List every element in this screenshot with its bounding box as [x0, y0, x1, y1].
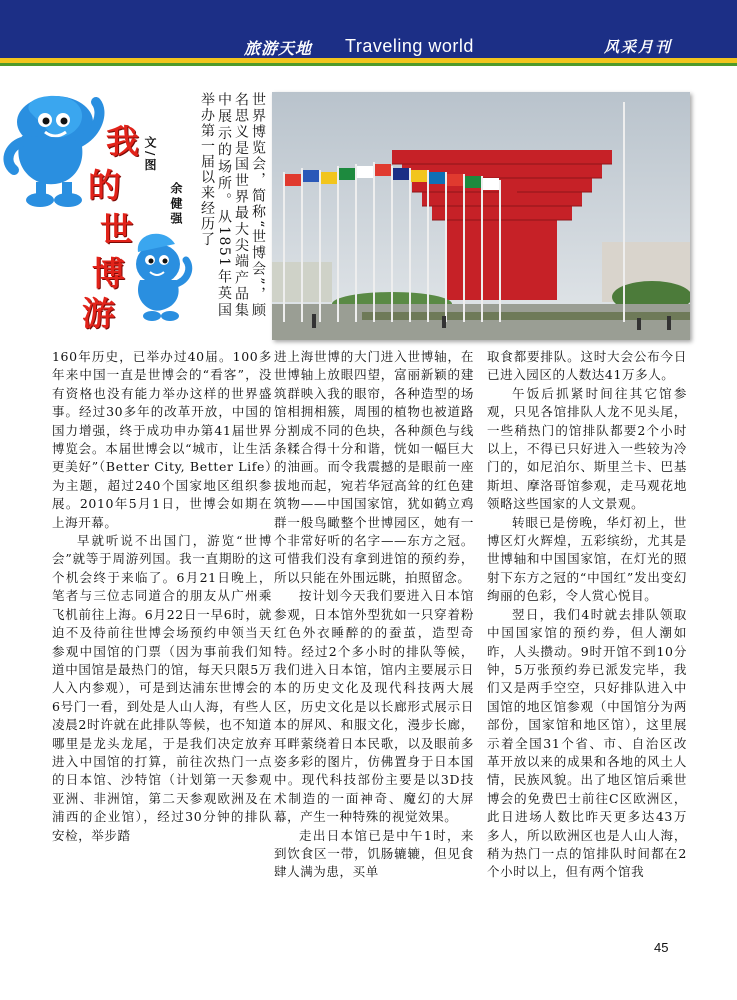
- title-char-3: 世: [100, 210, 133, 249]
- header-stripe-green: [0, 63, 737, 66]
- title-char-2: 的: [88, 166, 121, 205]
- title-char-5: 游: [82, 294, 115, 333]
- paragraph: 转眼已是傍晚，华灯初上，世博区灯火辉煌，五彩缤纷，尤其是世博轴和中国国家馆，在灯光的照射下东方之冠的“中国红”发出变幻绚丽的色彩，令人赏心悦目。: [487, 514, 687, 604]
- section-title-en: Traveling world: [345, 36, 474, 56]
- article-column-2: [274, 348, 474, 882]
- author-name: 余健强: [169, 182, 183, 227]
- paragraph: 取食都要排队。这时大会公布今日已进入园区的人数达41万多人。: [487, 349, 687, 383]
- title-char-4: 博: [92, 254, 125, 293]
- byline-label: 文/图: [143, 136, 157, 174]
- intro-text: 世界博览会，简称“世博会”，顾名思义是国世界最大尖端产品集中展示的场所。从1851年英国举办第一届以来经历了: [199, 92, 266, 318]
- article-column-1: [52, 348, 272, 845]
- paragraph: 160年历史，已举办过40届。100多年来中国一直是世博会的“看客”，没有资格也没有能力举办这样的世界盛事。经过30多年的改革开放，中国的国力增强，终于成功申办第41届世界博览会。本届世博会以“城市，让生活更美好”（Better City, Better Life）为主题，超过240个国家地区组织参展。2010年5月1日，世博会如期在上海开幕。: [52, 349, 272, 530]
- china-pavilion-photo: [272, 92, 690, 340]
- china-pavilion-illustration: [272, 92, 690, 340]
- title-char-1: 我: [106, 122, 139, 161]
- magazine-name: 风采月刊: [604, 38, 673, 56]
- section-title-cn: 旅游天地: [244, 39, 313, 58]
- paragraph: 早就听说不出国门，游览“世博会”就等于周游列国。我一直期盼的这个机会终于来临了。6月21日晚上，笔者与三位志同道合的朋友从广州乘飞机前往上海。6月22日一早6时，就迫不及待前往世博会场预约申领当天参观中国馆的门票（因为事前我们知道中国馆是最热门的馆，每天只限5万人入内参观），可是到达浦东世博会的6号门一看，到处是人山人海，有些人凌晨2时许就在此排队等候，也不知道哪里是龙头龙尾，于是我们决定放弃进入中国馆的打算，前往次热门一点的日本馆、沙特馆（计划第一天参观亚洲、非洲馆，第二天参观欧洲及在浦西的企业馆），经过30分钟的排队安检，举步踏: [52, 533, 272, 843]
- article-column-3: [487, 348, 687, 882]
- title-art: [0, 92, 195, 333]
- paragraph: 进上海世博的大门进入世博轴，在世博轴上放眼四望，富丽新颖的建筑群映入我的眼帘，各种造型的场馆相拥相簇，周围的植物也被道路分割成不同的色块，各种颜色与线条糅合得十分和谐，恍如一幅巨大的油画。而令我震撼的是眼前一座拔地而起，宛若华冠高耸的红色建筑物——中国国家馆，犹如鹤立鸡群一般鸟瞰整个世博园区，她有一个非常好听的名字——东方之冠。可惜我们没有拿到进馆的预约券，所以只能在外围远眺，拍照留念。: [274, 349, 474, 585]
- page-number: 45: [654, 940, 669, 955]
- paragraph: 走出日本馆已是中午1时，来到饮食区一带，饥肠辘辘，但见食肆人满为患，买单: [274, 827, 474, 880]
- paragraph: 翌日，我们4时就去排队领取中国国家馆的预约券，但人潮如昨，人头攒动。9时开馆不到10分钟，5万张预约券已派发完毕，我们又是两手空空，只好排队进入中国馆的地区馆参观（中国馆分为两部份，国家馆和地区馆），这里展示着全国31个省、市、自治区改革开放以来的成果和各地的风土人情，民族风貌。出了地区馆后乘世博会的免费巴士前往C区欧洲区，此日进场人数比昨天更多达43万多人，所以欧洲区也是人山人海，稍为热门一点的馆排队时间都在2个小时以上，但有两个馆我: [487, 606, 687, 880]
- paragraph: 按计划今天我们要进入日本馆参观，日本馆外型犹如一只穿着粉红色外衣睡醉的的蚕茧，造型奇特。经过2个多小时的排队等候，我们进入日本馆，馆内主要展示日本的历史文化及现代科技两大展区，历史文化是以长廊形式展示日本的屏风、和服文化，漫步长廊，耳畔萦绕着日本民歌，以及眼前多姿多彩的图片，仿佛置身于日本国中。现代科技部份主要是以3D技术制造的一面神奇、魔幻的大屏幕，产生一种特殊的视觉效果。: [274, 588, 474, 825]
- paragraph: 午饭后抓紧时间往其它馆参观，只见各馆排队人龙不见头尾，一些稍热门的馆排队都要2个小时以上，不得已只好进入一些较为冷门的，如尼泊尔、斯里兰卡、巴基斯坦、摩洛哥馆参观，走马观花地领略这些国家的人文景观。: [487, 385, 687, 512]
